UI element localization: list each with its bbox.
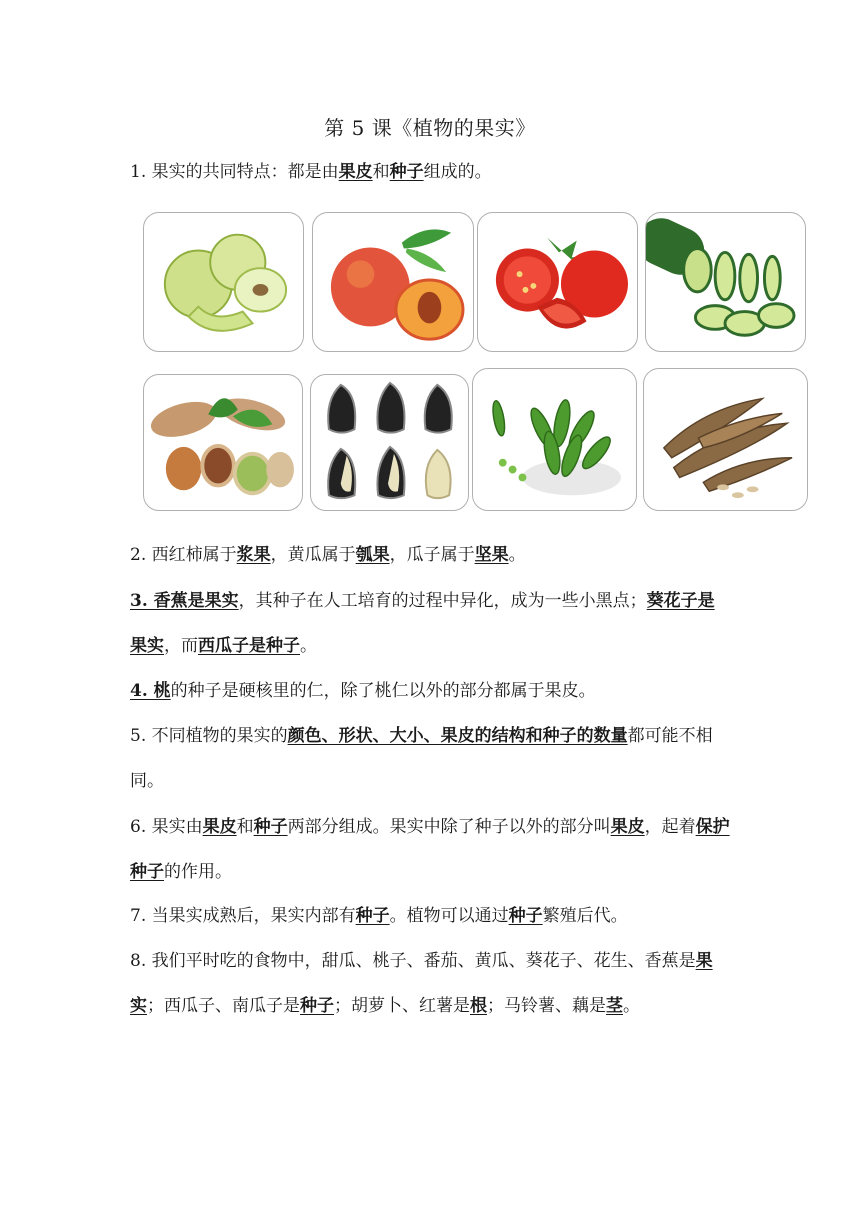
text: 2. 西红柿属于 <box>130 545 237 565</box>
keyword: 果皮 <box>202 817 237 837</box>
pea-pod-icon <box>644 369 807 510</box>
point-1 <box>130 150 730 195</box>
edamame-icon <box>473 369 636 510</box>
text: ；胡萝卜、红薯是 <box>334 996 470 1016</box>
text: 的作用。 <box>164 862 232 882</box>
text: 组成的。 <box>423 162 492 182</box>
text: 繁殖后代。 <box>542 906 628 926</box>
text: 5. 不同植物的果实的 <box>130 726 288 746</box>
keyword: 颜色、形状、大小、果皮的结构和种子的数量 <box>287 726 628 746</box>
nuts-icon <box>144 375 302 510</box>
sunflower-seed-image <box>310 374 469 511</box>
text: 7. 当果实成熟后，果实内部有 <box>130 906 356 926</box>
text: ，起着 <box>644 817 696 837</box>
keyword: 果实 <box>130 951 713 1016</box>
tomato-icon <box>478 213 637 351</box>
point-4 <box>130 669 730 714</box>
text: 8. 我们平时吃的食物中，甜瓜、桃子、番茄、黄瓜、葵花子、花生、香蕉是 <box>130 951 696 971</box>
text: ；马铃薯、藕是 <box>487 996 606 1016</box>
text: ，其种子在人工培育的过程中异化，成为一些小黑点； <box>238 591 647 611</box>
text: 。植物可以通过 <box>389 906 509 926</box>
text: ，黄瓜属于 <box>270 545 356 565</box>
tomato-image <box>477 212 638 352</box>
keyword: 果皮 <box>610 817 645 837</box>
text: 。 <box>508 545 526 565</box>
keyword: 种子 <box>508 906 543 926</box>
text: 两部分组成。果实中除了种子以外的部分叫 <box>287 817 611 837</box>
nuts-image <box>143 374 303 511</box>
text: 都可能不相同。 <box>130 726 713 791</box>
text: ，而 <box>164 636 198 656</box>
text: 和 <box>372 162 390 182</box>
text: 和 <box>236 817 254 837</box>
point-3 <box>130 579 730 669</box>
point-8 <box>130 939 730 1029</box>
keyword: 种子 <box>300 996 334 1016</box>
keyword: 瓠果 <box>355 545 390 565</box>
text: 。 <box>300 636 317 656</box>
edamame-image <box>472 368 637 511</box>
text: 的种子是硬核里的仁，除了桃仁以外的部分都属于果皮。 <box>170 681 596 701</box>
cucumber-icon <box>646 213 805 351</box>
keyword: 3. 香蕉是果实 <box>130 591 239 611</box>
peach-image <box>312 212 474 352</box>
keyword: 4. 桃 <box>130 681 171 701</box>
keyword: 根 <box>470 996 487 1016</box>
text: ；西瓜子、南瓜子是 <box>147 996 300 1016</box>
keyword: 种子 <box>389 162 424 182</box>
keyword: 茎 <box>606 996 623 1016</box>
point-7 <box>130 894 730 939</box>
keyword: 保护种子 <box>130 817 730 882</box>
green-apple-icon <box>144 213 303 351</box>
point-5 <box>130 714 730 804</box>
pea-pod-image <box>643 368 808 511</box>
keyword: 坚果 <box>474 545 509 565</box>
text: 6. 果实由 <box>130 817 203 837</box>
text: 。 <box>623 996 640 1016</box>
green-apple-image <box>143 212 304 352</box>
point-6 <box>130 805 730 895</box>
page-title: 第 5 课《植物的果实》 <box>324 116 536 140</box>
keyword: 浆果 <box>236 545 271 565</box>
text: 1. 果实的共同特点：都是由 <box>130 162 339 182</box>
text: ，瓜子属于 <box>389 545 475 565</box>
point-2 <box>130 533 730 578</box>
keyword: 葵花子是果实 <box>130 591 715 656</box>
peach-icon <box>313 213 473 351</box>
cucumber-image <box>645 212 806 352</box>
keyword: 果皮 <box>338 162 373 182</box>
sunflower-seed-icon <box>311 375 468 510</box>
keyword: 种子 <box>355 906 390 926</box>
keyword: 种子 <box>253 817 288 837</box>
keyword: 西瓜子是种子 <box>198 636 300 656</box>
